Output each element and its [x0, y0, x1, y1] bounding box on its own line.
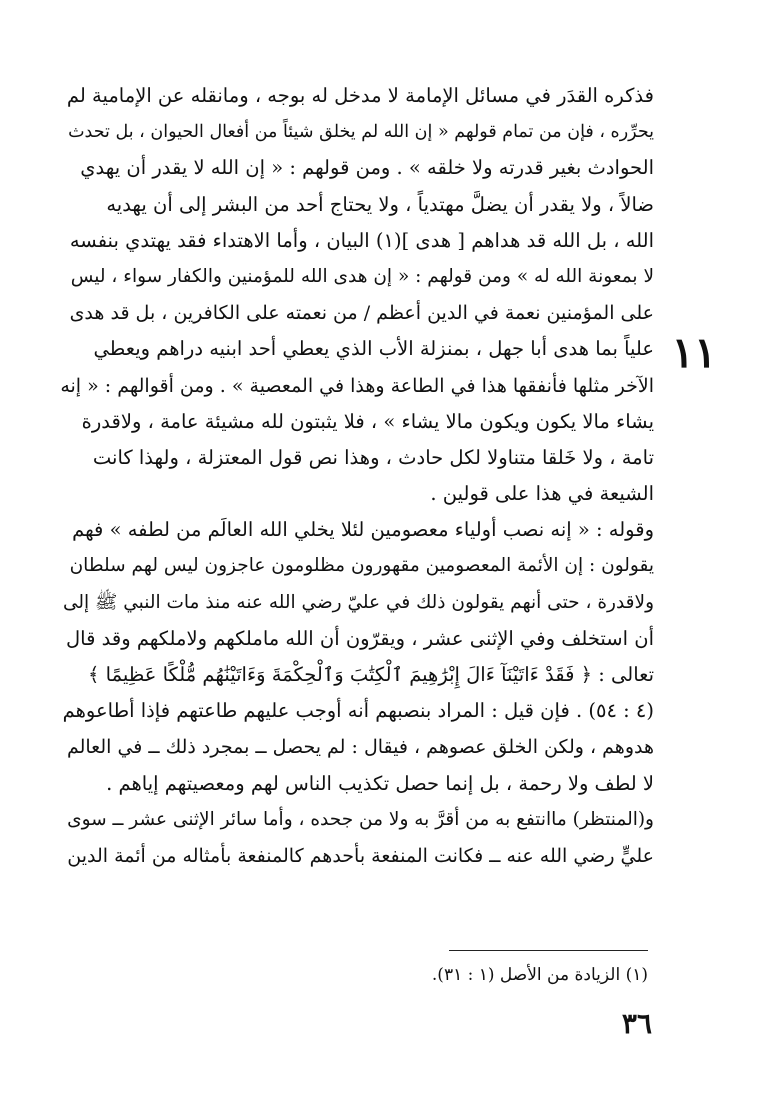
text-line: فذكره القدَر في مسائل الإمامة لا مدخل له بوجه ، ومانقله عن الإمامية لم [66, 84, 654, 107]
text-line: على المؤمنين نعمة في الدين أعظم / من نعمته على الكافرين ، بل قد هدى [69, 302, 654, 325]
text-line: يحرِّره ، فإن من تمام قولهم « إن الله لم يخلق شيئاً من أفعال الحيوان ، بل تحدث [68, 122, 654, 143]
text-line: وقوله : « إنه نصب أولياء معصومين لئلا يخلي الله العالَم من لطفه » فهم [72, 518, 654, 542]
text-line: عليٍّ رضي الله عنه ــ فكانت المنفعة بأحدهم كالمنفعة بأمثاله من أئمة الدين [67, 844, 654, 867]
text-line: ضالاً ، ولا يقدر أن يضلَّ مهتدياً ، ولا يحتاج أحد من البشر إلى أن يهديه [106, 192, 654, 216]
text-line: و(المنتظر) ماانتفع به من أقرَّ به ولا من جحده ، وأما سائر الإثنى عشر ــ سوى [67, 808, 654, 830]
text-line: لا لطف ولا رحمة ، بل إنما حصل تكذيب الناس لهم ومعصيتهم إياهم . [106, 771, 654, 795]
margin-page-reference: ١١ [671, 328, 717, 377]
text-line: الله ، بل الله قد هداهم [ هدى ](١) البيان ، وأما الاهتداء فقد يهتدي بنفسه [69, 228, 654, 252]
text-line: لا بمعونة الله له » ومن قولهم : « إن هدى الله للمؤمنين والكفار سواء ، ليس [70, 265, 654, 287]
body-text [58, 78, 654, 874]
text-line: ولاقدرة ، حتى أنهم يقولون ذلك في عليّ رضي الله عنه منذ مات النبي ﷺ إلى [62, 591, 654, 613]
text-line: الشيعة في هذا على قولين . [430, 482, 654, 506]
text-line: يشاء مالا يكون ويكون مالا يشاء » ، فلا يثبتون لله مشيئة عامة ، ولاقدرة [81, 409, 654, 433]
text-line: الحوادث بغير قدرته ولا خلقه » . ومن قولهم : « إن الله لا يقدر أن يهدي [80, 156, 654, 180]
text-line: الآخر مثلها فأنفقها هذا في الطاعة وهذا في المعصية » . ومن أقوالهم : « إنه [60, 374, 654, 397]
quran-verse-line: تعالى : ﴿ فَقَدْ ءَاتَيْنَآ ءَالَ إِبْرَٰهِيمَ ٱلْكِتَٰبَ وَٱلْحِكْمَةَ وَءَاتَيْنَٰهُم مُّلْكًا عَظِيمًا ﴾ [88, 663, 654, 686]
footnote-divider [449, 950, 648, 951]
footnote: (١) الزيادة من الأصل (١ : ٣١). [431, 965, 648, 985]
text-line: يقولون : إن الأئمة المعصومين مقهورون مظلومون عاجزون ليس لهم سلطان [69, 555, 654, 577]
text-line: أن استخلف وفي الإثنى عشر ، ويقرّون أن الله ماملكهم ولاملكهم وقد قال [66, 626, 654, 650]
text-line: علياً بما هدى أبا جهل ، بمنزلة الأب الذي يعطي أحد ابنيه دراهم ويعطي [93, 337, 654, 361]
text-line: هدوهم ، ولكن الخلق عصوهم ، فيقال : لم يحصل ــ بمجرد ذلك ــ في العالم [66, 736, 654, 759]
text-line: تامة ، ولا خَلقا متناولا لكل حادث ، وهذا نص قول المعتزلة ، ولهذا كانت [92, 445, 654, 469]
text-line: (٤ : ٥٤) . فإن قيل : المراد بنصبهم أنه أوجب عليهم طاعتهم فإذا أطاعوهم [62, 699, 654, 723]
page-number: ٣٦ [621, 1007, 652, 1040]
